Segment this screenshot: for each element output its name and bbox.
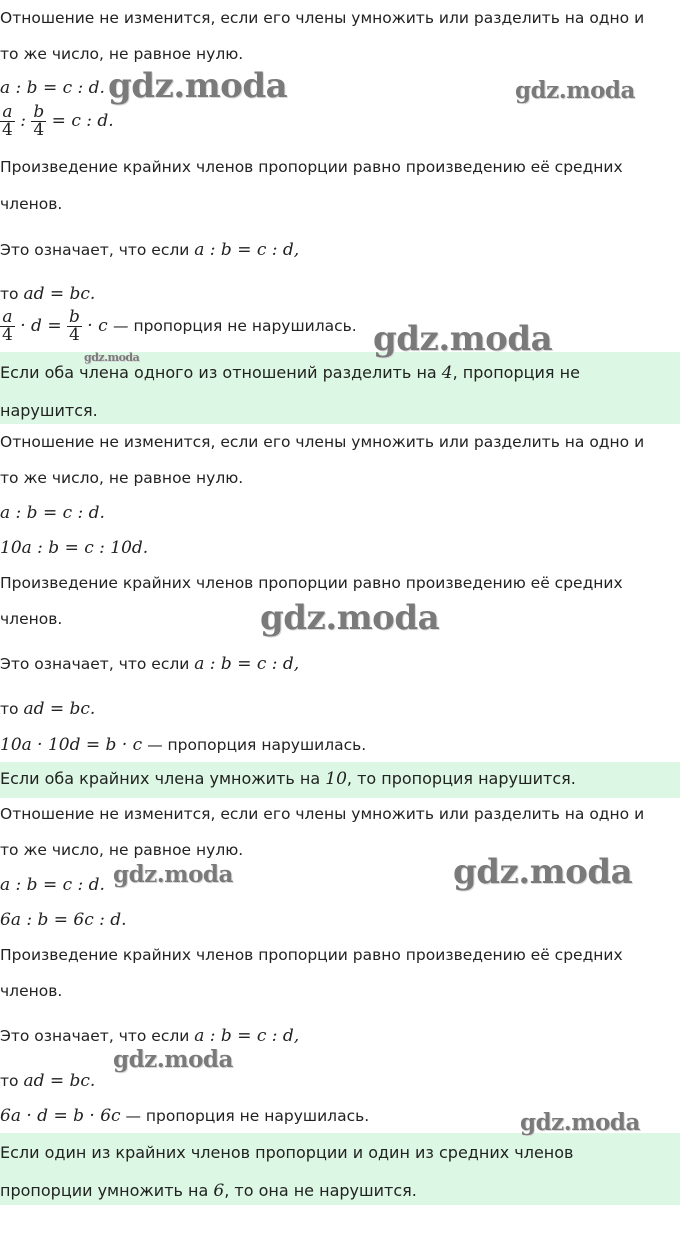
equation-proportion-2: a : b = c : d.	[0, 503, 105, 523]
watermark-logo: gdz.moda	[520, 1109, 640, 1136]
answer-2: Если оба крайних члена умножить на 10, то пропорция нарушится.	[0, 769, 576, 789]
means-line: Это означает, что если a : b = c : d,	[0, 240, 300, 260]
equation-proportion: a : b = c : d.	[0, 78, 105, 98]
rule-product-text-2: Произведение крайних членов пропорции равно произведению её средних	[0, 574, 623, 592]
equation-multiplied-6: 6a : b = 6c : d.	[0, 910, 127, 930]
rule-ratio-text-2-cont: то же число, не равное нулю.	[0, 469, 244, 487]
equation-multiplied-10: 10a : b = c : 10d.	[0, 538, 149, 558]
rule-product-text-2-cont: членов.	[0, 610, 63, 628]
means-line-2: Это означает, что если a : b = c : d,	[0, 654, 300, 674]
rule-product-text-3-cont: членов.	[0, 982, 63, 1000]
fraction-a-over-4-check: $\frac{a}{4}$	[2, 307, 13, 345]
watermark-logo: gdz.moda	[373, 319, 553, 359]
fraction-a-over-4: $\frac{a}{4}$	[2, 102, 13, 140]
watermark-logo: gdz.moda	[515, 77, 635, 104]
fraction-b-over-4-check: $\frac{b}{4}$	[68, 307, 80, 345]
watermark-logo: gdz.moda	[453, 852, 633, 892]
then-line-2: то ad = bc.	[0, 699, 96, 719]
then-line-3: то ad = bc.	[0, 1071, 96, 1091]
rule-ratio-text-cont: то же число, не равное нулю.	[0, 45, 244, 63]
watermark-logo: gdz.moda	[108, 66, 288, 106]
rule-product-text-cont: членов.	[0, 195, 63, 213]
rule-product-text-3: Произведение крайних членов пропорции равно произведению её средних	[0, 946, 623, 964]
means-line-3: Это означает, что если a : b = c : d,	[0, 1026, 300, 1046]
answer-3-cont: пропорции умножить на 6, то она не нарушится.	[0, 1181, 417, 1201]
watermark-logo: gdz.moda	[84, 351, 140, 364]
rule-ratio-text: Отношение не изменится, если его члены умножить или разделить на одно и	[0, 9, 645, 27]
answer-3: Если один из крайних членов пропорции и один из средних членов	[0, 1143, 574, 1162]
answer-1: Если оба члена одного из отношений разделить на 4, пропорция не	[0, 363, 580, 383]
watermark-logo: gdz.moda	[113, 861, 233, 888]
fraction-b-over-4: $\frac{b}{4}$	[33, 102, 45, 140]
watermark-logo: gdz.moda	[260, 598, 440, 638]
equation-proportion-3: a : b = c : d.	[0, 875, 105, 895]
check-line-3: 6a · d = b · 6c — пропорция не нарушилась.	[0, 1106, 370, 1126]
rule-ratio-text-3-cont: то же число, не равное нулю.	[0, 841, 244, 859]
rule-ratio-text-2: Отношение не изменится, если его члены умножить или разделить на одно и	[0, 433, 645, 451]
watermark-logo: gdz.moda	[113, 1046, 233, 1073]
then-line: то ad = bc.	[0, 284, 96, 304]
check-line: $\frac{a}{4}$ · d = $\frac{b}{4}$ · c — пропорция не нарушилась.	[2, 307, 357, 345]
rule-product-text: Произведение крайних членов пропорции равно произведению её средних	[0, 158, 623, 176]
check-line-2: 10a · 10d = b · c — пропорция нарушилась.	[0, 735, 367, 755]
rule-ratio-text-3: Отношение не изменится, если его члены умножить или разделить на одно и	[0, 805, 645, 823]
answer-1-cont: нарушится.	[0, 401, 98, 420]
equation-divided: $\frac{a}{4}$ : $\frac{b}{4}$ = c : d.	[2, 102, 114, 140]
